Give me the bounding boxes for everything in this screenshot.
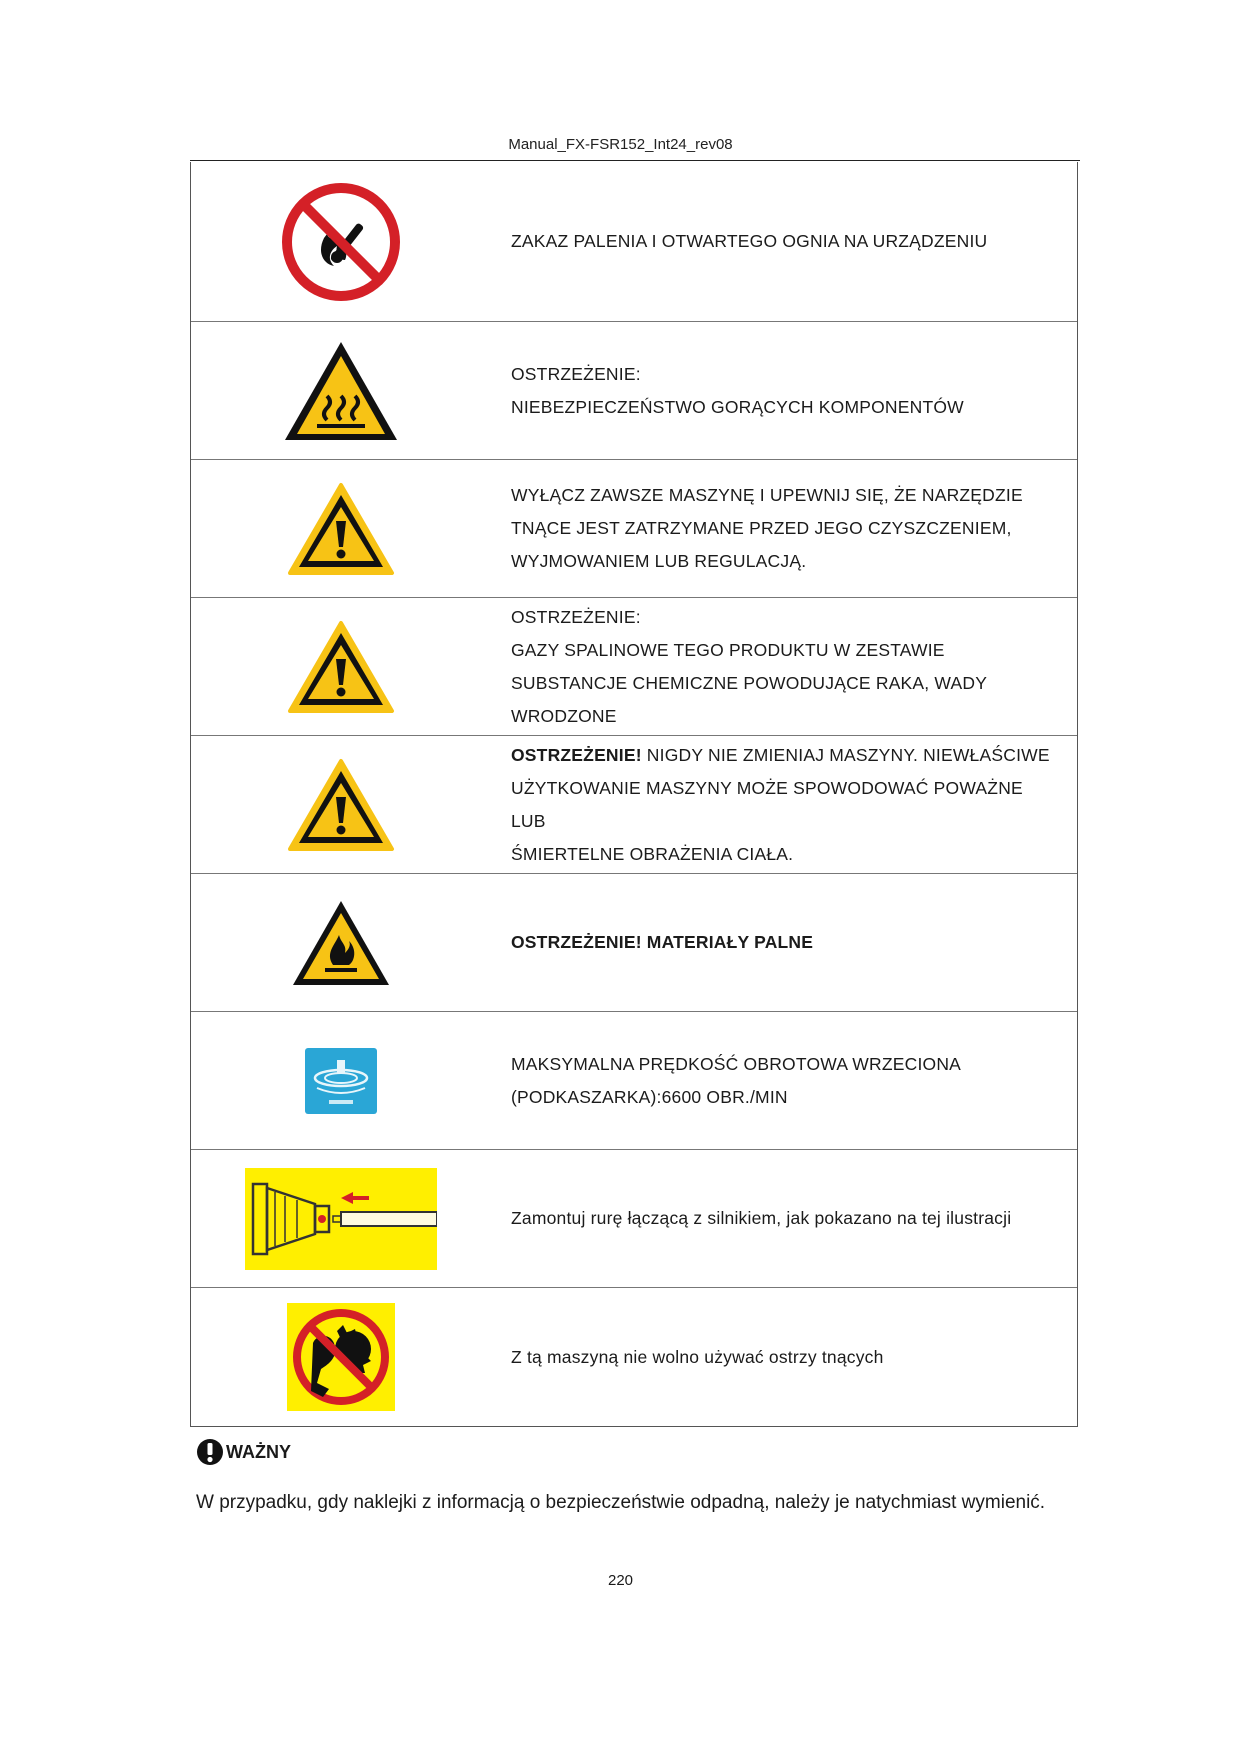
row-bold-prefix: OSTRZEŻENIE! — [511, 744, 642, 765]
row-text-line: WYŁĄCZ ZAWSZE MASZYNĘ I UPEWNIJ SIĘ, ŻE NARZĘDZIE — [511, 485, 1023, 505]
table-row — [191, 1288, 1077, 1426]
general-warning-icon — [286, 481, 396, 577]
row-text-line: WYJMOWANIEM LUB REGULACJĄ. — [511, 551, 807, 571]
important-heading — [196, 1438, 291, 1466]
table-row — [191, 736, 1077, 874]
table-row — [191, 598, 1077, 736]
important-label: WAŻNY — [226, 1441, 291, 1462]
general-warning-icon — [286, 757, 396, 853]
row-text-line: UŻYTKOWANIE MASZYNY MOŻE SPOWODOWAĆ POWAŻNE LUB — [511, 777, 1023, 831]
row-text-line: MAKSYMALNA PRĘDKOŚĆ OBROTOWA WRZECIONA — [511, 1053, 962, 1074]
row-text-line: SUBSTANCJE CHEMICZNE POWODUJĄCE RAKA, WADY — [511, 672, 988, 693]
table-row — [191, 1150, 1077, 1288]
row-text-line: NIGDY NIE ZMIENIAJ MASZYNY. NIEWŁAŚCIWE — [641, 744, 1050, 765]
safety-signs-table — [190, 162, 1078, 1427]
row-text-line: OSTRZEŻENIE: — [511, 606, 641, 627]
tube-mounting-icon — [245, 1168, 437, 1270]
row-text-line: ŚMIERTELNE OBRAŻENIA CIAŁA. — [511, 843, 794, 864]
document-header: Manual_FX-FSR152_Int24_rev08 — [508, 136, 733, 153]
row-text-line: (PODKASZARKA):6600 OBR./MIN — [511, 1086, 788, 1107]
row-text-line: GAZY SPALINOWE TEGO PRODUKTU W ZESTAWIE — [511, 639, 945, 660]
header-rule — [190, 160, 1080, 161]
no-smoking-no-flame-icon — [279, 180, 403, 304]
table-row — [191, 460, 1077, 598]
row-text-line: NIEBEZPIECZEŃSTWO GORĄCYCH KOMPONENTÓW — [511, 396, 964, 417]
flammable-warning-icon — [289, 897, 393, 989]
row-text-line: ZAKAZ PALENIA I OTWARTEGO OGNIA NA URZĄDZENIU — [511, 231, 988, 251]
row-text-line: Z tą maszyną nie wolno używać ostrzy tnących — [511, 1346, 884, 1367]
row-text-line: OSTRZEŻENIE: — [511, 363, 641, 384]
row-text-line: TNĄCE JEST ZATRZYMANE PRZED JEGO CZYSZCZENIEM, — [511, 518, 1012, 538]
hot-surface-warning-icon — [281, 338, 401, 444]
row-bold-text: OSTRZEŻENIE! MATERIAŁY PALNE — [511, 932, 814, 952]
page-number: 220 — [607, 1572, 634, 1589]
no-cutting-blades-icon — [287, 1303, 395, 1411]
table-row — [191, 322, 1077, 460]
row-text-line: WRODZONE — [511, 705, 617, 726]
exclamation-circle-icon — [196, 1438, 224, 1466]
table-row — [191, 162, 1077, 322]
general-warning-icon — [286, 619, 396, 715]
row-text-line: Zamontuj rurę łączącą z silnikiem, jak pokazano na tej ilustracji — [511, 1208, 1012, 1228]
spindle-speed-icon — [303, 1046, 379, 1116]
table-row — [191, 1012, 1077, 1150]
safety-sticker-notice: W przypadku, gdy naklejki z informacją o bezpieczeństwie odpadną, należy je natychmiast wymienić. — [196, 1492, 1046, 1513]
table-row — [191, 874, 1077, 1012]
